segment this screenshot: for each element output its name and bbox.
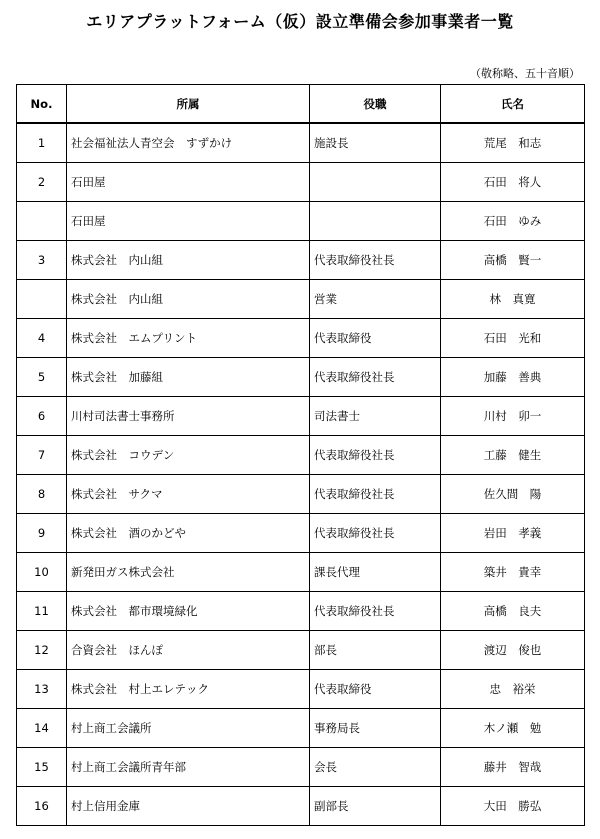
row-affiliation: 村上商工会議所青年部: [67, 748, 310, 787]
participants-table: [16, 84, 585, 826]
row-no: 7: [17, 436, 67, 475]
row-no: 4: [17, 319, 67, 358]
table-row: [17, 123, 585, 163]
row-name: 荒尾 和志: [441, 123, 585, 163]
row-role: 事務局長: [310, 709, 441, 748]
row-no: 2: [17, 163, 67, 202]
row-affiliation: 株式会社 都市環境緑化: [67, 592, 310, 631]
row-name: 藤井 智哉: [441, 748, 585, 787]
table-row: [17, 397, 585, 436]
table-row: [17, 163, 585, 202]
row-no: 3: [17, 241, 67, 280]
table-row: [17, 748, 585, 787]
row-no: 1: [17, 123, 67, 163]
row-role: 代表取締役社長: [310, 241, 441, 280]
row-name: 石田 将人: [441, 163, 585, 202]
table-row: [17, 280, 585, 319]
row-name: 渡辺 俊也: [441, 631, 585, 670]
row-no: [17, 202, 67, 241]
row-name: 築井 貴幸: [441, 553, 585, 592]
table-body: [17, 123, 585, 826]
row-affiliation: 石田屋: [67, 163, 310, 202]
table-row: [17, 475, 585, 514]
table-row: [17, 631, 585, 670]
row-role: 代表取締役社長: [310, 358, 441, 397]
row-role: 代表取締役: [310, 670, 441, 709]
row-role: 代表取締役社長: [310, 436, 441, 475]
row-affiliation: 株式会社 内山組: [67, 241, 310, 280]
row-name: 石田 光和: [441, 319, 585, 358]
row-name: 忠 裕栄: [441, 670, 585, 709]
row-role: 副部長: [310, 787, 441, 826]
row-name: 加藤 善典: [441, 358, 585, 397]
row-no: 8: [17, 475, 67, 514]
row-role: 司法書士: [310, 397, 441, 436]
column-header-name: 氏名: [441, 85, 585, 124]
row-affiliation: 株式会社 酒のかどや: [67, 514, 310, 553]
row-name: 佐久間 陽: [441, 475, 585, 514]
row-role: 部長: [310, 631, 441, 670]
row-affiliation: 株式会社 コウデン: [67, 436, 310, 475]
row-role: 施設長: [310, 123, 441, 163]
row-affiliation: 川村司法書士事務所: [67, 397, 310, 436]
table-row: [17, 436, 585, 475]
row-affiliation: 株式会社 村上エレテック: [67, 670, 310, 709]
row-affiliation: 株式会社 エムプリント: [67, 319, 310, 358]
table-row: [17, 592, 585, 631]
row-affiliation: 石田屋: [67, 202, 310, 241]
row-affiliation: 株式会社 内山組: [67, 280, 310, 319]
row-name: 工藤 健生: [441, 436, 585, 475]
row-role: 課長代理: [310, 553, 441, 592]
row-name: 高橋 賢一: [441, 241, 585, 280]
row-no: 16: [17, 787, 67, 826]
row-name: 高橋 良夫: [441, 592, 585, 631]
row-role: 会長: [310, 748, 441, 787]
row-role: 代表取締役社長: [310, 592, 441, 631]
column-header-affiliation: 所属: [67, 85, 310, 124]
row-name: 木ノ瀬 勉: [441, 709, 585, 748]
row-no: 11: [17, 592, 67, 631]
table-header-row: [17, 85, 585, 124]
row-name: 岩田 孝義: [441, 514, 585, 553]
table-row: [17, 709, 585, 748]
row-name: 川村 卯一: [441, 397, 585, 436]
row-role: 代表取締役社長: [310, 475, 441, 514]
row-role: 代表取締役社長: [310, 514, 441, 553]
row-affiliation: 株式会社 加藤組: [67, 358, 310, 397]
row-no: 9: [17, 514, 67, 553]
row-name: 大田 勝弘: [441, 787, 585, 826]
row-no: 14: [17, 709, 67, 748]
row-no: 12: [17, 631, 67, 670]
table-row: [17, 241, 585, 280]
row-no: 10: [17, 553, 67, 592]
row-no: 15: [17, 748, 67, 787]
table-row: [17, 319, 585, 358]
row-affiliation: 合資会社 ほんぽ: [67, 631, 310, 670]
table-row: [17, 787, 585, 826]
row-name: 林 真寛: [441, 280, 585, 319]
page-title: エリアプラットフォーム（仮）設立準備会参加事業者一覧: [86, 12, 514, 31]
table-row: [17, 202, 585, 241]
row-no: 6: [17, 397, 67, 436]
column-header-role: 役職: [310, 85, 441, 124]
row-affiliation: 村上信用金庫: [67, 787, 310, 826]
table-row: [17, 553, 585, 592]
row-no: 13: [17, 670, 67, 709]
table-row: [17, 670, 585, 709]
row-affiliation: 社会福祉法人青空会 すずかけ: [67, 123, 310, 163]
row-role: 営業: [310, 280, 441, 319]
column-header-no: No.: [17, 85, 67, 124]
table-row: [17, 514, 585, 553]
row-role: [310, 163, 441, 202]
row-affiliation: 村上商工会議所: [67, 709, 310, 748]
row-role: 代表取締役: [310, 319, 441, 358]
row-no: 5: [17, 358, 67, 397]
sort-note: （敬称略、五十音順）: [470, 67, 580, 80]
row-affiliation: 新発田ガス株式会社: [67, 553, 310, 592]
row-affiliation: 株式会社 サクマ: [67, 475, 310, 514]
table-row: [17, 358, 585, 397]
row-role: [310, 202, 441, 241]
row-name: 石田 ゆみ: [441, 202, 585, 241]
row-no: [17, 280, 67, 319]
